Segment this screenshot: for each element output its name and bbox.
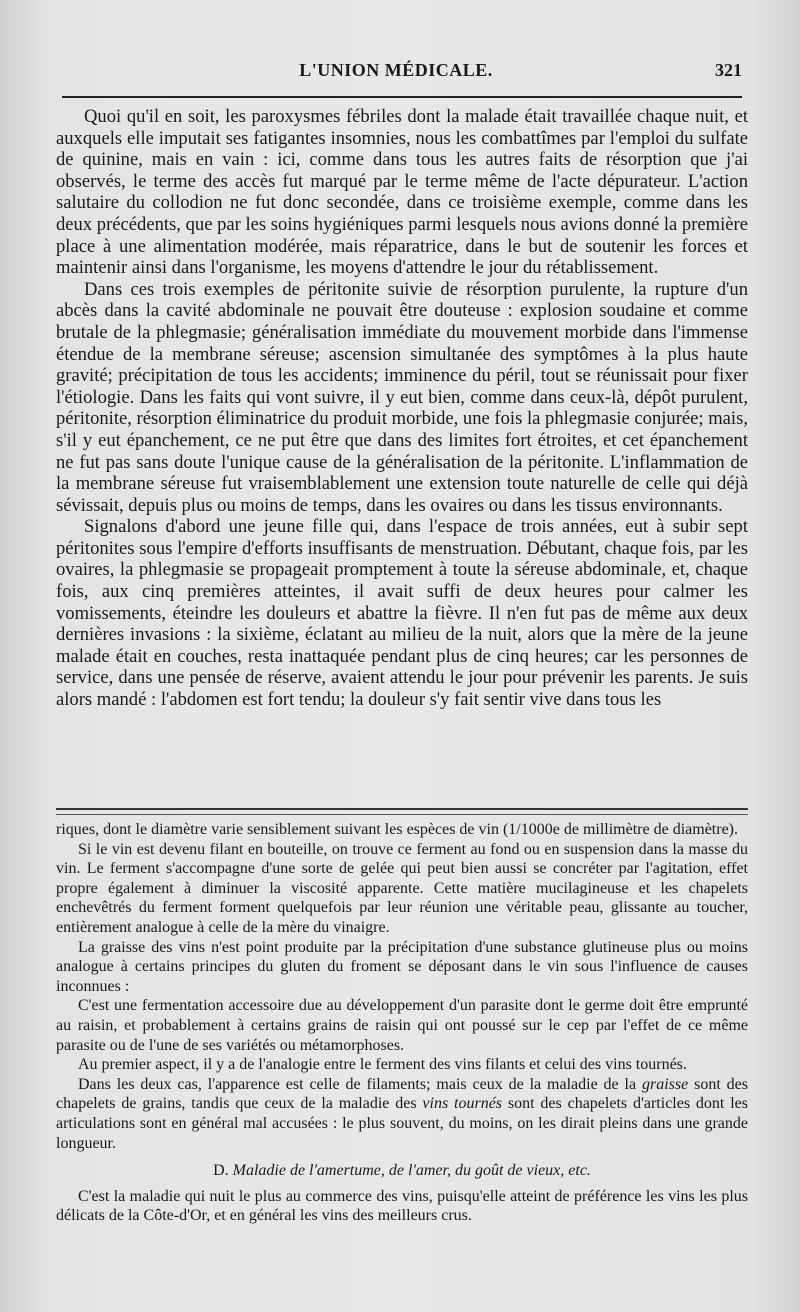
footnote-rule — [56, 808, 748, 815]
term-vins-tournes: vins tournés — [422, 1095, 503, 1113]
footnote-paragraph: Si le vin est devenu filant en bouteille, on trouve ce ferment au fond ou en suspension dans la masse du vin. Le ferment s'accompagne d'une sorte de gelée qui peut bien aussi se concréter par l'agitation, effet propre également à diminuer la viscosité apparente. Cette matière mucilagineuse et les chapelets enchevêtrés du ferment forment quelquefois par leur réunion une véritable peau, glissante au toucher, entièrement analogue à celle de la mère du vinaigre. — [56, 840, 748, 936]
footnote-final-paragraph: C'est la maladie qui nuit le plus au commerce des vins, puisqu'elle atteint de préférence les vins les plus délicats de la Côte-d'Or, et en général les vins des meilleurs crus. — [56, 1187, 748, 1225]
body-paragraph: Dans ces trois exemples de péritonite suivie de résorption purulente, la rupture d'un abcès dans la cavité abdominale ne pouvait être douteuse : explosion soudaine et comme brutale de la phlegmasie; généralisation immédiate du mouvement morbide dans l'immense étendue de la membrane séreuse; ascension simultanée des symptômes à la plus haute gravité; précipitation de tous les accidents; imminence du péril, tout se réunissait pour fixer l'étiologie. Dans les faits qui vont suivre, il y eut bien, comme dans ceux-là, dépôt purulent, péritonite, résorption éliminatrice du produit morbide, une fois la phlegmasie conjurée; mais, s'il y eut épanchement, ce ne put être que dans des limites fort étroites, et cet épanchement ne fut pas sans doute l'unique cause de la généralisation de la péritonite. L'inflammation de la membrane séreuse fut vraisemblablement une extension toute naturelle de celle qui déjà sévissait, depuis plus ou moins de temps, dans les ovaires ou dans les tissus environnants. — [56, 278, 748, 516]
footnote-continuation: riques, dont le diamètre varie sensiblement suivant les espèces de vin (1/1000e de millimètre de diamètre). — [56, 821, 738, 838]
comparison-text: sont des chapelets d'articles dont les articulations sont en général mal accusées : le plus souvent, du moins, on les dirait pleins dans une grande longueur. — [56, 1095, 748, 1152]
page-header — [50, 56, 742, 86]
body-paragraph: Quoi qu'il en soit, les paroxysmes fébriles dont la malade était travaillée chaque nuit, et auxquels elle imputait ses fatigantes insomnies, nous les combattîmes par l'emploi du sulfate de quinine, mais en vain : ici, comme dans tous les autres faits de résorption que j'ai observés, le terme des accès fut marqué par le terme même de l'acte dépurateur. L'action salutaire du collodion ne fut donc secondée, dans ce troisième exemple, comme dans les deux précédents, que par les soins hygiéniques parmi lesquels nous avions donné la première place à une alimentation modérée, mais réparatrice, dans le but de soutenir les forces et maintenir ainsi dans l'organisme, les moyens d'attendre le jour du rétablissement. — [56, 106, 748, 279]
page-number: 321 — [715, 60, 742, 80]
footnote-paragraph: Au premier aspect, il y a de l'analogie entre le ferment des vins filants et celui des vins tournés. — [78, 1056, 687, 1074]
subheading-letter: D. — [213, 1162, 229, 1180]
main-text — [56, 106, 748, 711]
subheading-title: Maladie de l'amertume, de l'amer, du goût de vieux, etc. — [232, 1162, 591, 1180]
header-rule — [62, 96, 742, 98]
section-subheading — [56, 1161, 748, 1181]
footnote-paragraph: C'est une fermentation accessoire due au développement d'un parasite dont le germe doit être emprunté au raisin, et probablement à certains grains de raisin qui ont poussé sur le cep par l'effet de ce même parasite ou de l'une de ses variétés ou métamorphoses. — [56, 997, 748, 1054]
body-paragraph: Signalons d'abord une jeune fille qui, dans l'espace de trois années, eut à subir sept péritonites sous l'empire d'efforts insuffisants de menstruation. Débutant, chaque fois, par les ovaires, la phlegmasie se propageait promptement à toute la séreuse abdominale, et, chaque fois, aux cinq premières atteintes, il avait suffi de deux heures pour calmer les vomissements, éteindre les douleurs et abattre la fièvre. Il n'en fut pas de même aux deux dernières invasions : la sixième, éclatant au milieu de la nuit, alors que la mère de la jeune malade était en couches, resta inattaquée pendant plus de cinq heures; car les personnes de service, dans une pensée de réserve, avaient attendu le jour pour prévenir les parents. Je suis alors mandé : l'abdomen est fort tendu; la douleur s'y fait sentir vive dans tous les — [56, 516, 748, 711]
footnotes — [56, 820, 748, 1226]
footnote-paragraph: La graisse des vins n'est point produite par la précipitation d'une substance glutineuse plus ou moins analogue à certains principes du gluten du froment se déposant dans le vin sous l'influence de causes inconnues : — [56, 938, 748, 995]
term-graisse: graisse — [642, 1075, 689, 1093]
running-title: L'UNION MÉDICALE. — [299, 60, 493, 80]
comparison-text: Dans les deux cas, l'apparence est celle de filaments; mais ceux de la maladie de la — [78, 1075, 642, 1093]
comparison-text: sont des chapelets de grains, tandis que ceux de la maladie des — [56, 1075, 749, 1113]
footnote-comparison — [56, 1075, 748, 1153]
